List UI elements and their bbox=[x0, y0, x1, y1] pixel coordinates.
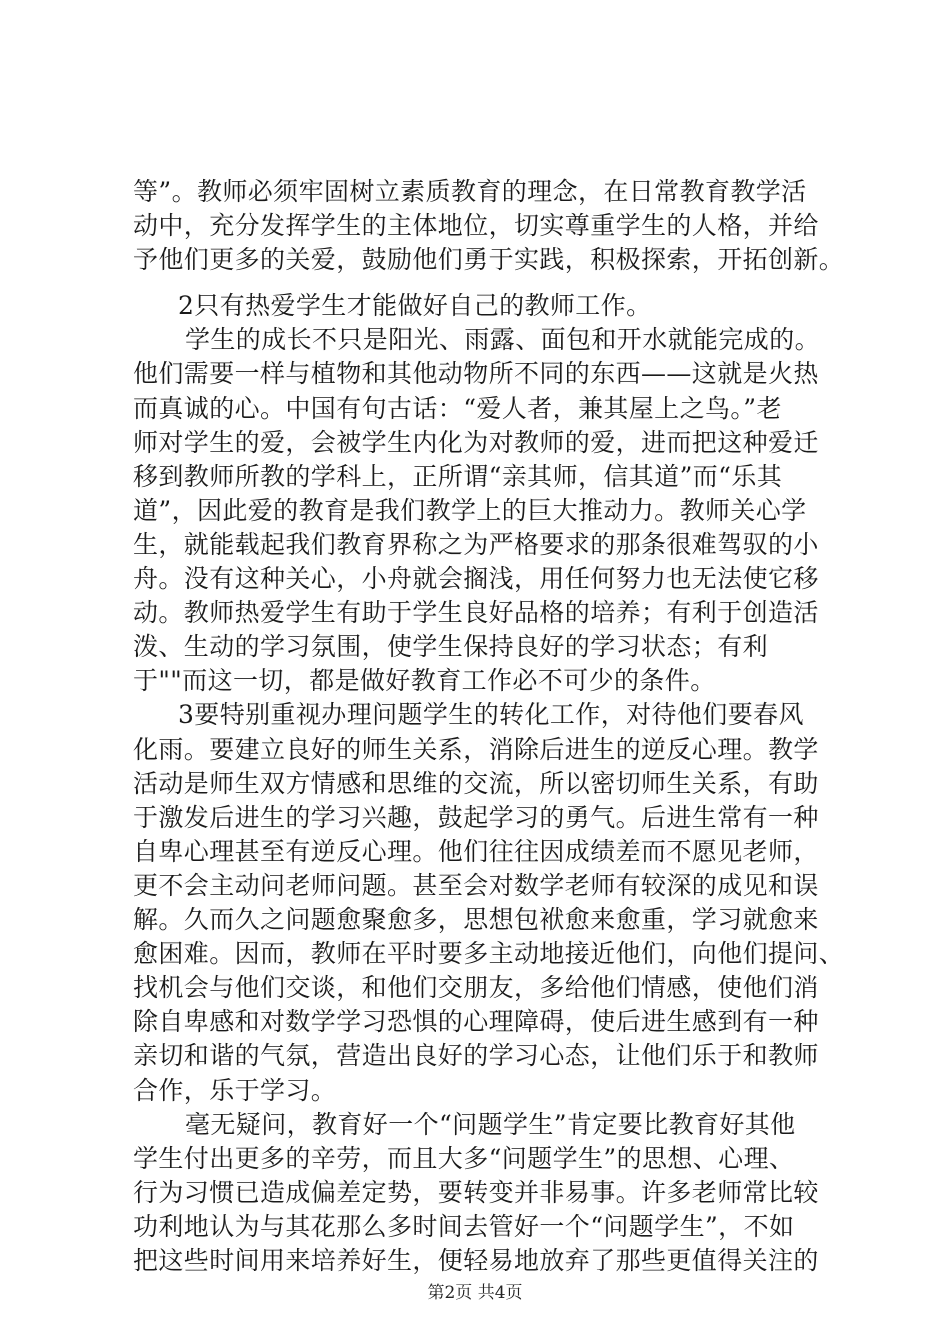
text-line: 动。教师热爱学生有助于学生良好品格的培养；有利于创造活 bbox=[133, 598, 819, 627]
text-line: 学生的成长不只是阳光、雨露、面包和开水就能完成的。 bbox=[185, 325, 821, 354]
text-line: 舟。没有这种关心，小舟就会搁浅，用任何努力也无法使它移 bbox=[133, 564, 819, 593]
text-line: 泼、生动的学习氛围，使学生保持良好的学习状态；有利 bbox=[133, 632, 769, 661]
text-line: 动中，充分发挥学生的主体地位，切实尊重学生的人格，并给 bbox=[133, 211, 819, 240]
text-line: 予他们更多的关爱，鼓励他们勇于实践，积极探索，开拓创新。 bbox=[133, 245, 845, 274]
text-line: 把这些时间用来培养好生，便轻易地放弃了那些更值得关注的 bbox=[133, 1246, 819, 1275]
text-line: 愈困难。因而，教师在平时要多主动地接近他们，向他们提问、 bbox=[133, 939, 845, 968]
text-line: 自卑心理甚至有逆反心理。他们往往因成绩差而不愿见老师， bbox=[133, 837, 819, 866]
text-line: 活动是师生双方情感和思维的交流，所以密切师生关系，有助 bbox=[133, 769, 819, 798]
section-heading: 2只有热爱学生才能做好自己的教师工作。 bbox=[178, 291, 652, 320]
text-line: 除自卑感和对数学学习恐惧的心理障碍，使后进生感到有一种 bbox=[133, 1007, 819, 1036]
text-line: 道”，因此爱的教育是我们教学上的巨大推动力。教师关心学 bbox=[133, 496, 807, 525]
text-line: 生，就能载起我们教育界称之为严格要求的那条很难驾驭的小 bbox=[133, 530, 819, 559]
text-line: 移到教师所教的学科上，正所谓“亲其师，信其道”而“乐其 bbox=[133, 462, 783, 491]
section-heading: 3要特别重视办理问题学生的转化工作，对待他们要春风 bbox=[178, 700, 804, 729]
text-line: 合作，乐于学习。 bbox=[133, 1076, 337, 1105]
page-footer: 第2页 共4页 bbox=[427, 1283, 523, 1303]
text-line: 亲切和谐的气氛，营造出良好的学习心态，让他们乐于和教师 bbox=[133, 1041, 819, 1070]
text-line: 更不会主动问老师问题。甚至会对数学老师有较深的成见和误 bbox=[133, 871, 819, 900]
text-line: 而真诚的心。中国有句古话：“爱人者，兼其屋上之鸟。”老 bbox=[133, 394, 782, 423]
text-line: 师对学生的爱，会被学生内化为对教师的爱，进而把这种爱迁 bbox=[133, 428, 819, 457]
text-line: 他们需要一样与植物和其他动物所不同的东西——这就是火热 bbox=[133, 359, 819, 388]
text-line: 功利地认为与其花那么多时间去管好一个“问题学生”，不如 bbox=[133, 1212, 795, 1241]
text-line: 于激发后进生的学习兴趣，鼓起学习的勇气。后进生常有一种 bbox=[133, 803, 819, 832]
text-line: 行为习惯已造成偏差定势，要转变并非易事。许多老师常比较 bbox=[133, 1178, 819, 1207]
text-line: 于""而这一切，都是做好教育工作必不可少的条件。 bbox=[133, 666, 716, 695]
text-line: 化雨。要建立良好的师生关系，消除后进生的逆反心理。教学 bbox=[133, 735, 819, 764]
text-line: 解。久而久之问题愈聚愈多，思想包袱愈来愈重，学习就愈来 bbox=[133, 905, 819, 934]
text-line: 学生付出更多的辛劳，而且大多“问题学生”的思想、心理、 bbox=[133, 1144, 795, 1173]
text-line: 等”。教师必须牢固树立素质教育的理念，在日常教育教学活 bbox=[133, 177, 807, 206]
text-line: 找机会与他们交谈，和他们交朋友，多给他们情感，使他们消 bbox=[133, 973, 819, 1002]
text-line: 毫无疑问，教育好一个“问题学生”肯定要比教育好其他 bbox=[185, 1110, 796, 1139]
